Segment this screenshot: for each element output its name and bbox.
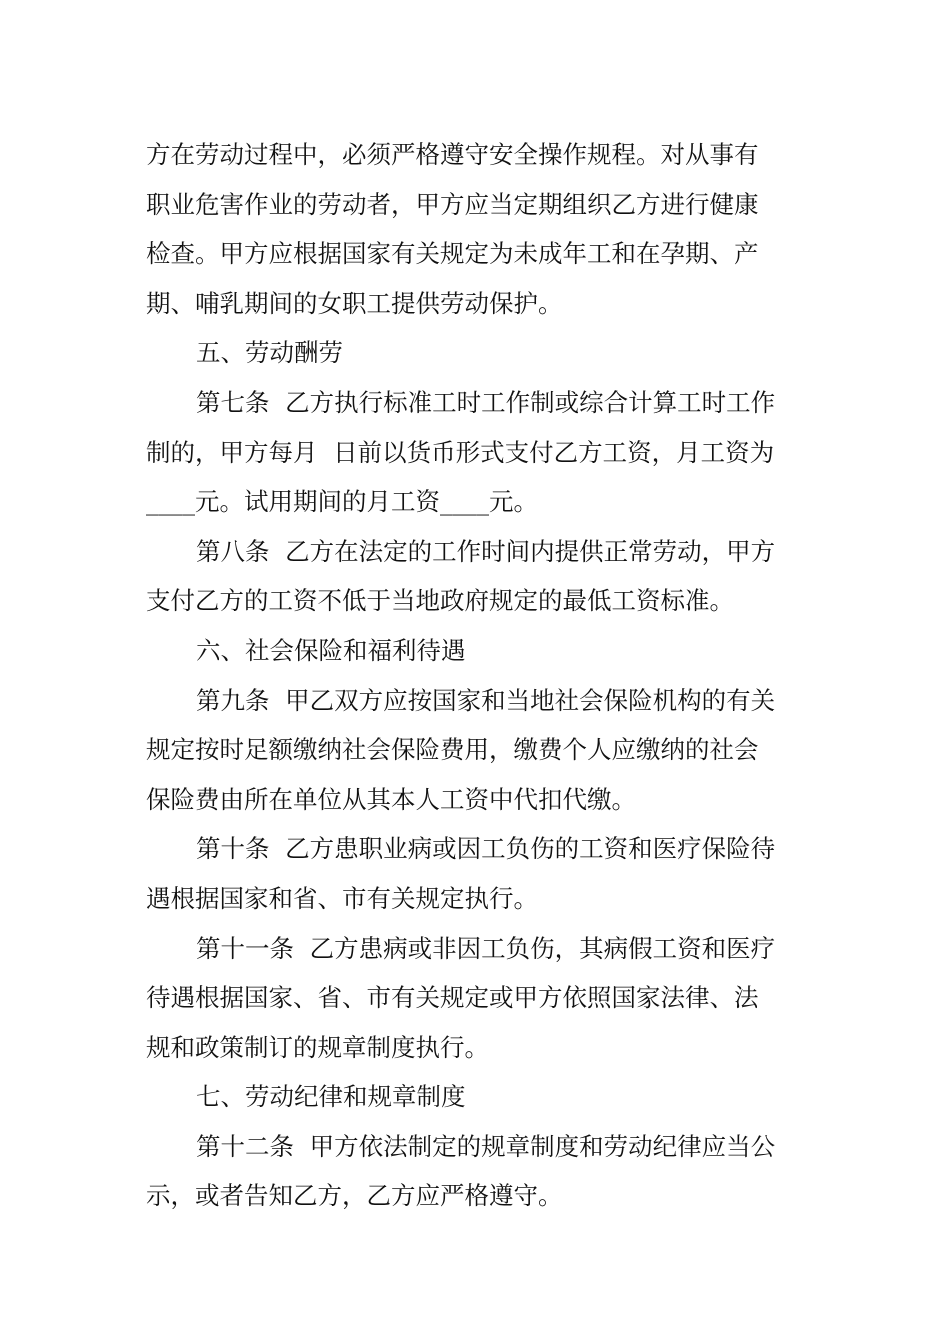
article-start-line: 第九条 甲乙双方应按国家和当地社会保险机构的有关 bbox=[196, 685, 776, 715]
article-start-line: 第七条 乙方执行标准工时工作制或综合计算工时工作 bbox=[196, 387, 776, 417]
text-line: 制的，甲方每月 日前以货币形式支付乙方工资，月工资为 bbox=[146, 437, 775, 467]
text-line: 待遇根据国家、省、市有关规定或甲方依照国家法律、法 bbox=[146, 983, 759, 1013]
article-start-line: 第八条 乙方在法定的工作时间内提供正常劳动，甲方 bbox=[196, 536, 776, 566]
article-start-line: 第十一条 乙方患病或非因工负伤，其病假工资和医疗 bbox=[196, 933, 776, 963]
text-line: 期、哺乳期间的女职工提供劳动保护。 bbox=[146, 288, 563, 318]
text-line: 规和政策制订的规章制度执行。 bbox=[146, 1032, 489, 1062]
article-start-line: 第十二条 甲方依法制定的规章制度和劳动纪律应当公 bbox=[196, 1131, 776, 1161]
text-line: 遇根据国家和省、市有关规定执行。 bbox=[146, 883, 538, 913]
text-line: 保险费由所在单位从其本人工资中代扣代缴。 bbox=[146, 784, 636, 814]
document-body bbox=[146, 130, 806, 1221]
article-start-line: 第十条 乙方患职业病或因工负伤的工资和医疗保险待 bbox=[196, 834, 776, 864]
text-line: 支付乙方的工资不低于当地政府规定的最低工资标准。 bbox=[146, 586, 734, 616]
section-heading: 六、社会保险和福利待遇 bbox=[196, 635, 466, 665]
section-heading: 七、劳动纪律和规章制度 bbox=[196, 1082, 466, 1112]
text-line: ____元。试用期间的月工资____元。 bbox=[146, 487, 538, 517]
text-line: 职业危害作业的劳动者，甲方应当定期组织乙方进行健康 bbox=[146, 189, 759, 219]
text-line: 检查。甲方应根据国家有关规定为未成年工和在孕期、产 bbox=[146, 239, 759, 269]
text-line: 规定按时足额缴纳社会保险费用，缴费个人应缴纳的社会 bbox=[146, 735, 759, 765]
section-heading: 五、劳动酬劳 bbox=[196, 338, 343, 368]
text-line: 方在劳动过程中，必须严格遵守安全操作规程。对从事有 bbox=[146, 140, 759, 169]
text-line: 示，或者告知乙方，乙方应严格遵守。 bbox=[146, 1181, 563, 1211]
